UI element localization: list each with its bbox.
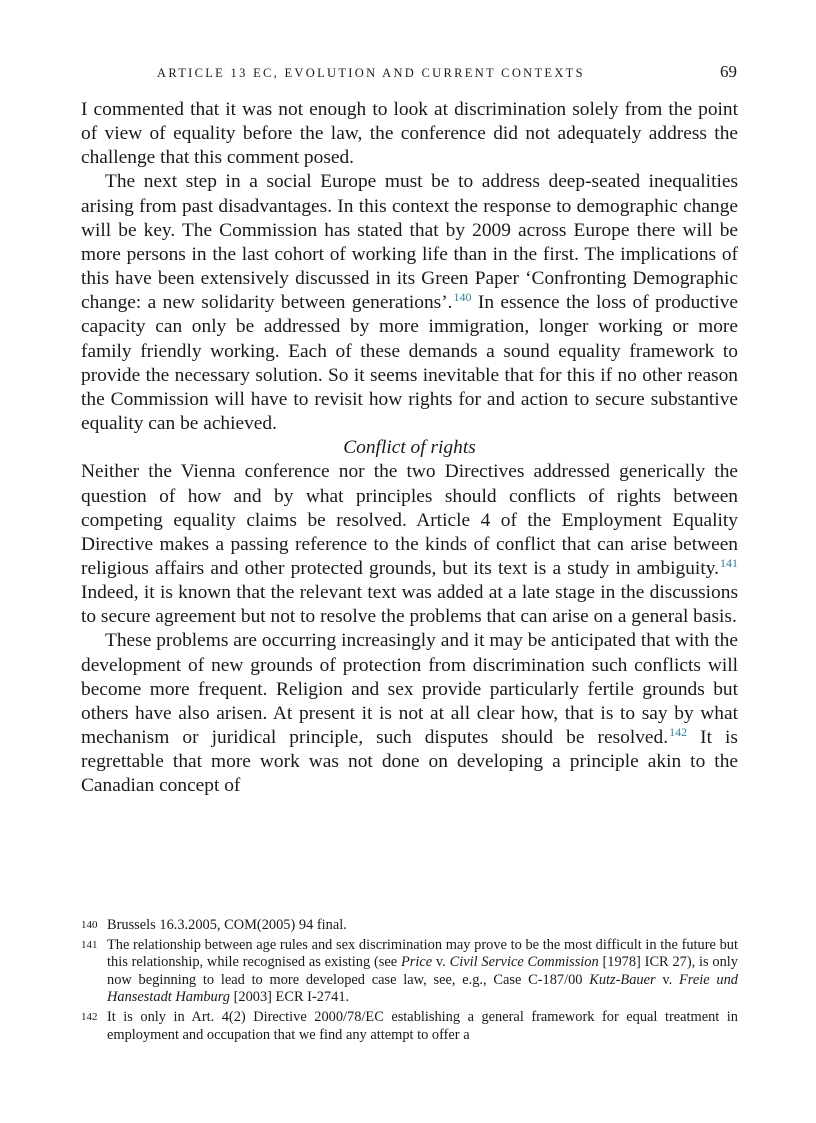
footnote-text-part: [2003] ECR I-2741.	[230, 989, 350, 1006]
footnote-text-part: [1978] ICR 27), is only now beginning to lead to more developed case law, see, e.g., Case C-187/00	[107, 954, 738, 988]
case-name: Civil Service Commission	[449, 954, 599, 971]
running-head-title: ARTICLE 13 EC, EVOLUTION AND CURRENT CONTEXTS	[157, 66, 585, 80]
paragraph-2	[81, 170, 738, 436]
section-heading: Conflict of rights	[343, 437, 476, 459]
paragraph-4-text-a: These problems are occurring increasingly and it may be anticipated that with the development of new grounds of protection from discrimination such conflicts will become more frequent. Religion and sex provide particularly fertile grounds but others have also arisen. At present it is not at all clear how, that is to say by what mechanism or juridical principle, such disputes should be resolved.	[81, 630, 738, 749]
paragraph-3	[81, 460, 738, 629]
footnote-text-part: The relationship between age rules and sex discrimination may prove to be the most difficult in the future but this relationship, while recognised as existing (see	[107, 936, 738, 971]
footnote-ref-140[interactable]: 140	[453, 289, 472, 304]
footnote-140	[81, 917, 738, 935]
running-head	[81, 62, 738, 86]
case-name: Freie und Hansestadt Hamburg	[107, 971, 738, 1006]
paragraph-4	[81, 629, 738, 798]
paragraph-3-text-b: Indeed, it is known that the relevant text was added at a late stage in the discussions to secure agreement but not to resolve the problems that can arise on a general basis.	[81, 582, 738, 628]
paragraph-1-text: I commented that it was not enough to look at discrimination solely from the point of view of equality before the law, the conference did not adequately address the challenge that this comment posed.	[81, 99, 738, 169]
case-name: Price	[400, 954, 433, 971]
paragraph-3-text-a: Neither the Vienna conference nor the two Directives addressed generically the question of how and by what principles should conflicts of rights between competing equality claims be resolved. Article 4 of the Employment Equality Directive makes a passing reference to the kinds of conflict that can arise between religious affairs and other protected grounds, but its text is a study in ambiguity.	[81, 461, 738, 579]
footnote-text: Brussels 16.3.2005, COM(2005) 94 final.	[107, 917, 347, 933]
page-number: 69	[720, 62, 737, 81]
paragraph-1	[81, 98, 738, 170]
footnotes	[81, 917, 738, 1046]
footnote-text: It is only in Art. 4(2) Directive 2000/78/EC establishing a general framework for equal treatment in employment and occupation that we find any attempt to offer a	[107, 1008, 738, 1043]
footnote-number: 142	[81, 1010, 98, 1023]
footnote-ref-141[interactable]: 141	[720, 555, 738, 570]
footnote-text-part: v.	[655, 971, 679, 988]
footnote-number: 141	[81, 938, 98, 951]
footnote-text	[107, 937, 738, 1007]
footnote-142	[81, 1009, 738, 1044]
footnote-141	[81, 937, 738, 1007]
footnote-text-part: v.	[432, 954, 450, 971]
paragraph-2-text-a: The next step in a social Europe must be to address deep-seated inequalities arising from past disadvantages. In this context the response to demographic change will be key. The Commission has stated that by 2009 across Europe there will be more persons in the last cohort of working life than in the first. The implications of this have been extensively discussed in its Green Paper ‘Confronting Demographic change: a new solidarity between generations’.	[81, 171, 738, 314]
footnote-ref-142[interactable]: 142	[669, 724, 688, 739]
footnote-number: 140	[81, 919, 98, 931]
paragraph-2-text-b: In essence the loss of productive capacity can only be addressed by more immigration, longer working or more family friendly working. Each of these demands a sound equality framework to provide the necessary solution. So it seems inevitable that for this if no other reason the Commission will have to revisit how rights for and action to secure substantive equality can be achieved.	[81, 292, 738, 435]
body-text	[81, 98, 738, 799]
case-name: Kutz-Bauer	[589, 971, 656, 988]
paragraph-4-text-b: It is regrettable that more work was not done on developing a principle akin to the Canadian concept of	[81, 727, 738, 797]
